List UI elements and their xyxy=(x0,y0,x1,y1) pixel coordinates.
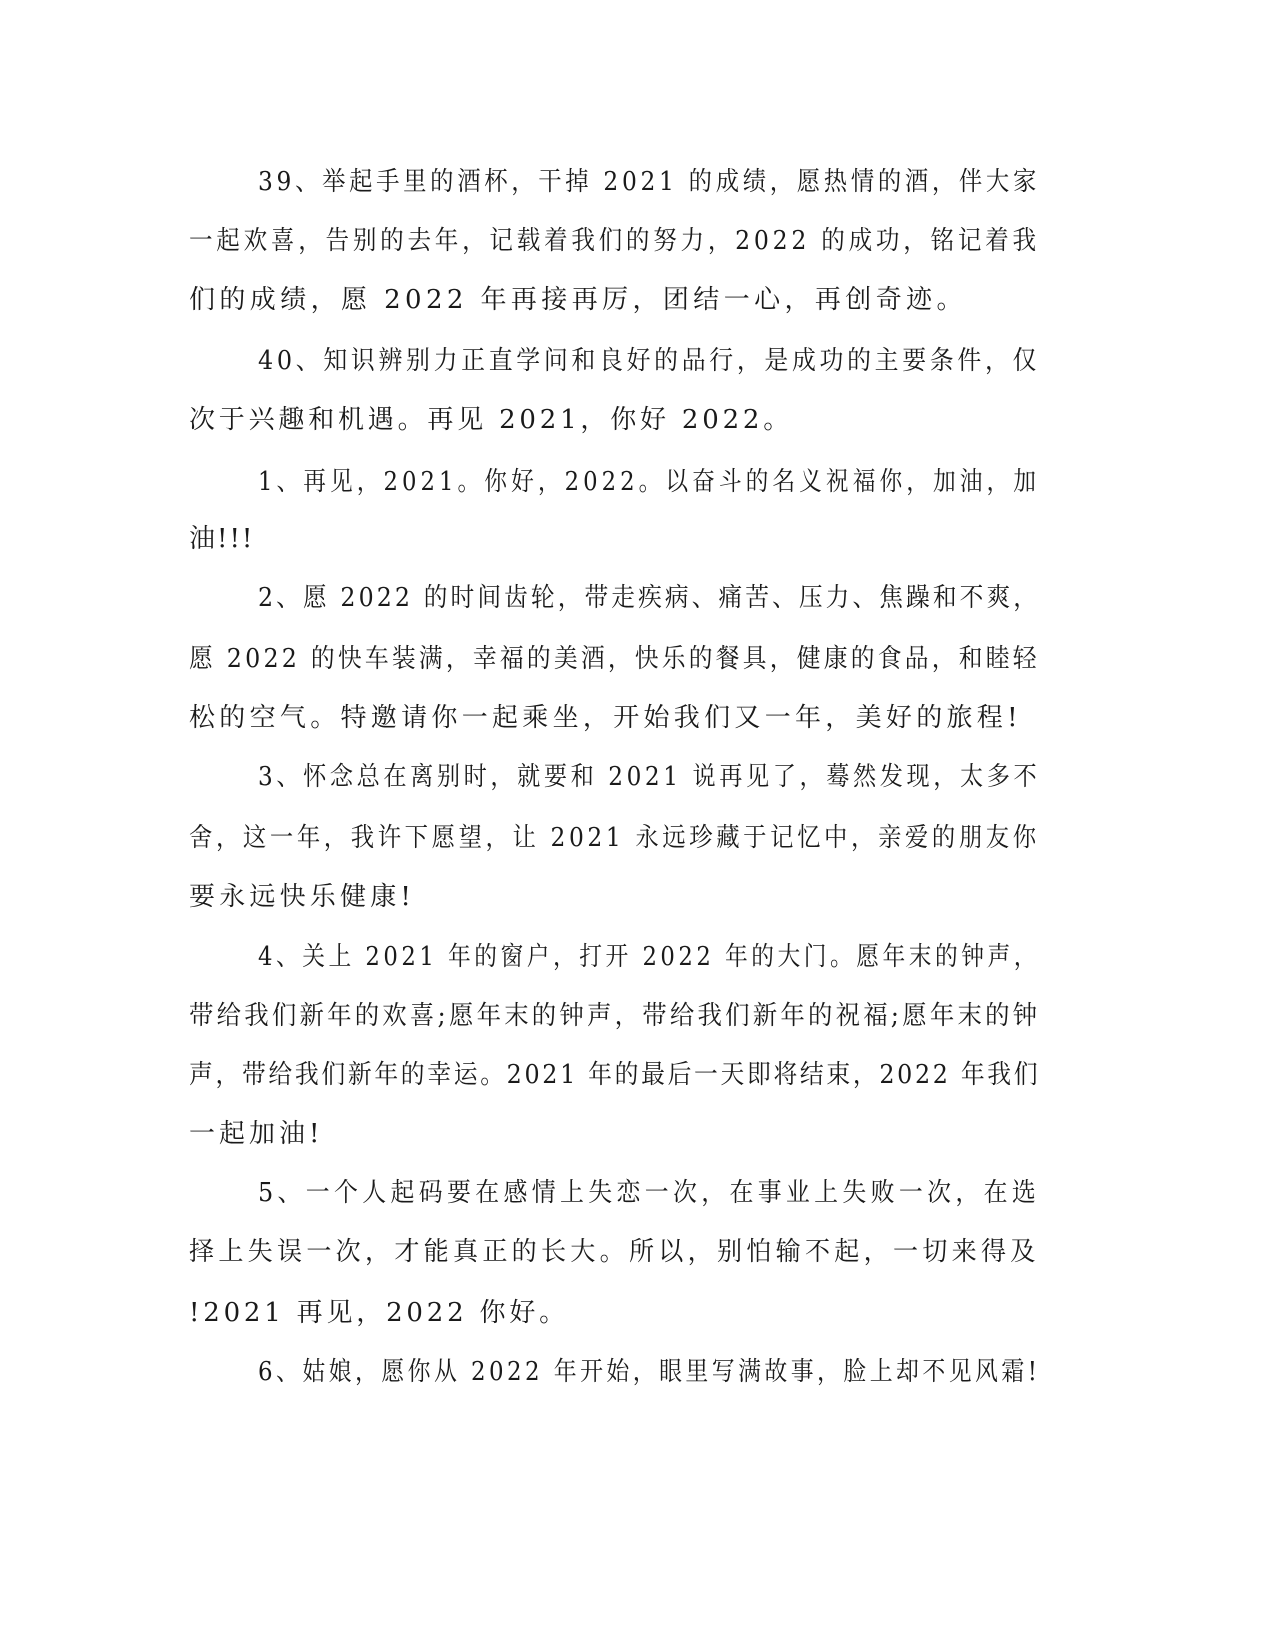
text-line: 要永远快乐健康! xyxy=(189,882,416,912)
text-line: !2021 再见，2022 你好。 xyxy=(189,1298,569,1328)
text-line: 40、知识辨别力正直学问和良好的品行，是成功的主要条件，仅 xyxy=(258,346,1041,376)
text-line: 4、关上 2021 年的窗户，打开 2022 年的大门。愿年末的钟声， xyxy=(258,942,1040,972)
text-line: 次于兴趣和机遇。再见 2021，你好 2022。 xyxy=(189,405,794,435)
text-line: 1、再见，2021。你好，2022。以奋斗的名义祝福你，加油，加 xyxy=(258,467,1041,497)
text-line: 6、姑娘，愿你从 2022 年开始，眼里写满故事，脸上却不见风霜! xyxy=(258,1357,1041,1387)
text-line: 松的空气。特邀请你一起乘坐，开始我们又一年，美好的旅程! xyxy=(189,703,1022,733)
text-line: 5、一个人起码要在感情上失恋一次，在事业上失败一次，在选 xyxy=(258,1178,1041,1208)
text-line: 油!!! xyxy=(189,524,255,554)
text-line: 声，带给我们新年的幸运。2021 年的最后一天即将结束，2022 年我们 xyxy=(189,1060,1041,1090)
text-line: 3、怀念总在离别时，就要和 2021 说再见了，蓦然发现，太多不 xyxy=(258,762,1041,792)
text-line: 39、举起手里的酒杯，干掉 2021 的成绩，愿热情的酒，伴大家 xyxy=(258,167,1040,197)
text-line: 愿 2022 的快车装满，幸福的美酒，快乐的餐具，健康的食品，和睦轻 xyxy=(189,644,1040,674)
text-line: 择上失误一次，才能真正的长大。所以，别怕输不起，一切来得及 xyxy=(189,1237,1040,1267)
text-line: 一起欢喜，告别的去年，记载着我们的努力，2022 的成功，铭记着我 xyxy=(189,226,1040,256)
text-line: 们的成绩，愿 2022 年再接再厉，团结一心，再创奇迹。 xyxy=(189,285,967,315)
text-line: 舍，这一年，我许下愿望，让 2021 永远珍藏于记忆中，亲爱的朋友你 xyxy=(189,823,1040,853)
text-line: 一起加油! xyxy=(189,1119,324,1149)
text-line: 带给我们新年的欢喜;愿年末的钟声，带给我们新年的祝福;愿年末的钟 xyxy=(189,1001,1041,1031)
text-line: 2、愿 2022 的时间齿轮，带走疾病、痛苦、压力、焦躁和不爽， xyxy=(258,583,1041,613)
